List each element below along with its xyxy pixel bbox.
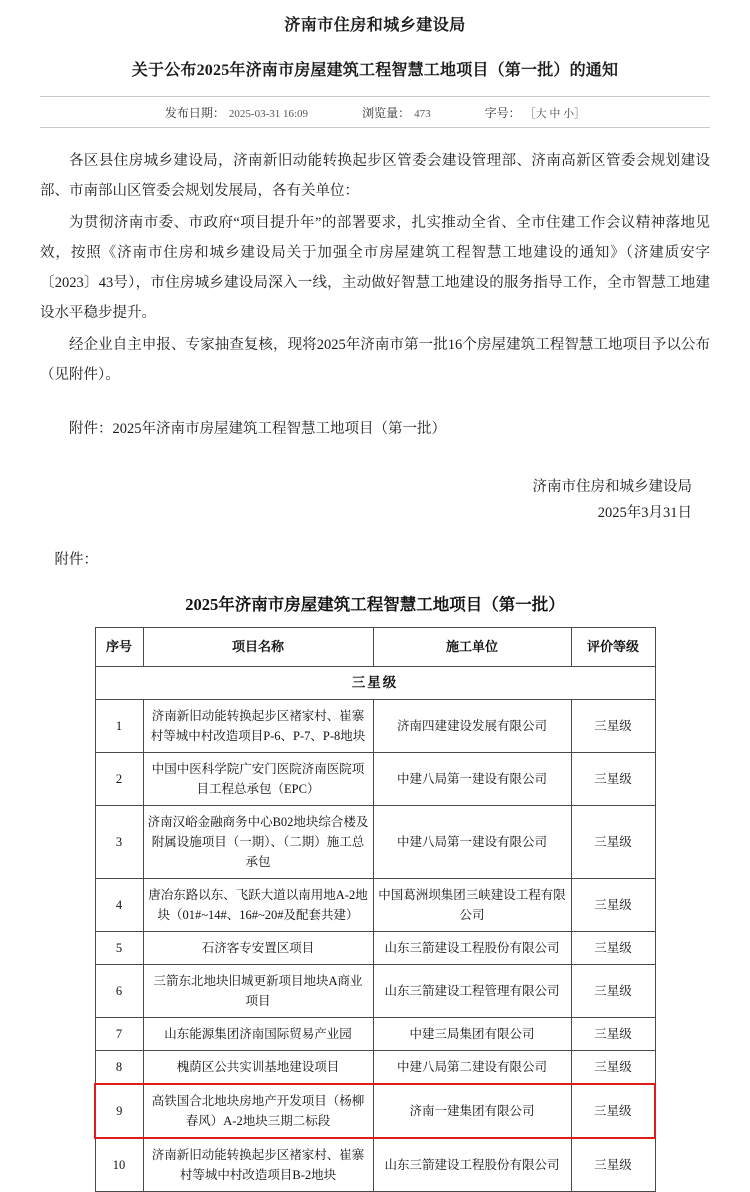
- body-paragraph-3: 经企业自主申报、专家抽查复核，现将2025年济南市第一批16个房屋建筑工程智慧工地项目予以公布（见附件）。: [40, 337, 710, 383]
- cell-grade: 三星级: [571, 1018, 655, 1051]
- font-size-control[interactable]: [485, 104, 586, 121]
- cell-grade: 三星级: [571, 965, 655, 1018]
- table-row: [95, 1051, 655, 1085]
- view-count-value: 473: [414, 108, 431, 120]
- document-body: [40, 146, 710, 390]
- cell-construction-unit: 山东三箭建设工程管理有限公司: [373, 965, 571, 1018]
- cell-construction-unit: 济南一建集团有限公司: [373, 1084, 571, 1138]
- publish-date-label: 发布日期：: [164, 106, 225, 120]
- table-body: [95, 667, 655, 1192]
- cell-project-name: 济南新旧动能转换起步区褚家村、崔寨村等城中村改造项目B-2地块: [143, 1138, 373, 1192]
- cell-project-name: 石济客专安置区项目: [143, 932, 373, 965]
- table-row: [95, 806, 655, 879]
- cell-project-name: 高铁国合北地块房地产开发项目（杨柳春风）A-2地块三期二标段: [143, 1084, 373, 1138]
- table-row: [95, 932, 655, 965]
- cell-no: 1: [95, 700, 143, 753]
- document-title: 关于公布2025年济南市房屋建筑工程智慧工地项目（第一批）的通知: [131, 62, 619, 79]
- table-section-label: 三星级: [95, 667, 655, 700]
- cell-project-name: 济南新旧动能转换起步区褚家村、崔寨村等城中村改造项目P-6、P-7、P-8地块: [143, 700, 373, 753]
- cell-construction-unit: 济南四建建设发展有限公司: [373, 700, 571, 753]
- table-title: 2025年济南市房屋建筑工程智慧工地项目（第一批）: [185, 595, 565, 614]
- table-row: [95, 700, 655, 753]
- project-table: [94, 627, 656, 1192]
- table-row: [95, 965, 655, 1018]
- cell-project-name: 山东能源集团济南国际贸易产业园: [143, 1018, 373, 1051]
- cell-project-name: 中国中医科学院广安门医院济南医院项目工程总承包（EPC）: [143, 753, 373, 806]
- column-header-no: 序号: [95, 628, 143, 667]
- meta-bar: [40, 96, 710, 128]
- view-count: [362, 104, 431, 121]
- cell-no: 8: [95, 1051, 143, 1085]
- column-header-unit: 施工单位: [373, 628, 571, 667]
- cell-construction-unit: 中建三局集团有限公司: [373, 1018, 571, 1051]
- publish-date: [165, 104, 308, 121]
- cell-no: 6: [95, 965, 143, 1018]
- cell-grade: 三星级: [571, 700, 655, 753]
- org-title: 济南市住房和城乡建设局: [284, 17, 466, 34]
- cell-project-name: 三箭东北地块旧城更新项目地块A商业项目: [143, 965, 373, 1018]
- font-size-options[interactable]: ［大 中 小］: [524, 108, 586, 120]
- cell-grade: 三星级: [571, 1138, 655, 1192]
- cell-grade: 三星级: [571, 879, 655, 932]
- table-row: [95, 1018, 655, 1051]
- cell-project-name: 济南汉峪金融商务中心B02地块综合楼及附属设施项目（一期）、（二期）施工总承包: [143, 806, 373, 879]
- attachment-reference: 附件：2025年济南市房屋建筑工程智慧工地项目（第一批）: [69, 421, 446, 437]
- column-header-name: 项目名称: [143, 628, 373, 667]
- cell-no: 5: [95, 932, 143, 965]
- column-header-grade: 评价等级: [571, 628, 655, 667]
- cell-grade: 三星级: [571, 753, 655, 806]
- cell-construction-unit: 中建八局第二建设有限公司: [373, 1051, 571, 1085]
- table-row: [95, 1084, 655, 1138]
- cell-project-name: 唐冶东路以东、飞跃大道以南用地A-2地块（01#~14#、16#~20#及配套共建）: [143, 879, 373, 932]
- signature-org: 济南市住房和城乡建设局: [532, 479, 692, 495]
- cell-no: 4: [95, 879, 143, 932]
- cell-construction-unit: 中建八局第一建设有限公司: [373, 753, 571, 806]
- table-row: [95, 753, 655, 806]
- signature-block: [40, 474, 710, 526]
- cell-construction-unit: 山东三箭建设工程股份有限公司: [373, 932, 571, 965]
- cell-no: 3: [95, 806, 143, 879]
- signature-date: 2025年3月31日: [597, 505, 692, 521]
- body-paragraph-1: 各区县住房城乡建设局，济南新旧动能转换起步区管委会建设管理部、济南高新区管委会规划建设部、市南部山区管委会规划发展局，各有关单位：: [40, 153, 710, 199]
- attachment-label: 附件：: [54, 552, 98, 568]
- cell-project-name: 槐荫区公共实训基地建设项目: [143, 1051, 373, 1085]
- table-row: [95, 1138, 655, 1192]
- cell-no: 7: [95, 1018, 143, 1051]
- cell-grade: 三星级: [571, 806, 655, 879]
- cell-construction-unit: 山东三箭建设工程股份有限公司: [373, 1138, 571, 1192]
- body-paragraph-2: 为贯彻济南市委、市政府“项目提升年”的部署要求，扎实推动全省、全市住建工作会议精神落地见效，按照《济南市住房和城乡建设局关于加强全市房屋建筑工程智慧工地建设的通知》（济建质安字〔2023〕43号），市住房城乡建设局深入一线，主动做好智慧工地建设的服务指导工作，全市智慧工地建设水平稳步提升。: [40, 215, 710, 321]
- table-header-row: [95, 628, 655, 667]
- cell-construction-unit: 中建八局第一建设有限公司: [373, 806, 571, 879]
- cell-construction-unit: 中国葛洲坝集团三峡建设工程有限公司: [373, 879, 571, 932]
- cell-grade: 三星级: [571, 1084, 655, 1138]
- publish-date-value: 2025-03-31 16:09: [228, 108, 309, 120]
- cell-grade: 三星级: [571, 1051, 655, 1085]
- table-row: [95, 879, 655, 932]
- cell-no: 10: [95, 1138, 143, 1192]
- cell-grade: 三星级: [571, 932, 655, 965]
- cell-no: 2: [95, 753, 143, 806]
- cell-no: 9: [95, 1084, 143, 1138]
- table-section-row: [95, 667, 655, 700]
- font-size-label: 字号：: [484, 106, 521, 120]
- view-count-label: 浏览量：: [362, 106, 411, 120]
